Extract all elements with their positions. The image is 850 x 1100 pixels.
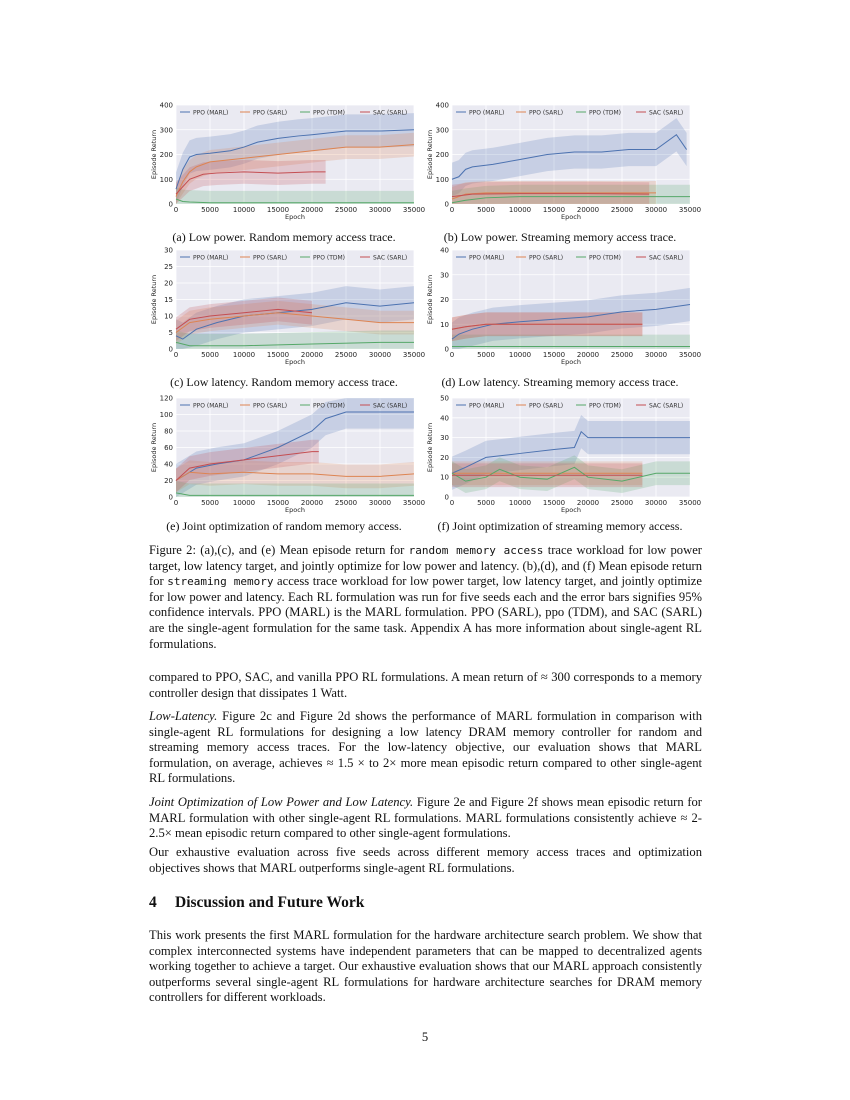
y-tick-label: 0 [444,345,449,354]
y-tick-label: 50 [440,394,449,403]
x-tick-label: 15000 [266,351,290,359]
legend-entry: SAC (SARL) [373,109,408,117]
x-tick-label: 25000 [610,206,634,214]
y-tick-label: 0 [168,200,173,209]
chart-d [422,245,702,370]
x-tick-label: 5000 [201,206,219,214]
x-tick-label: 15000 [542,499,566,507]
legend-entry: SAC (SARL) [649,254,684,262]
x-axis-label: Epoch [561,358,581,366]
x-tick-label: 30000 [644,206,668,214]
y-axis-label: Episode Return [150,422,158,473]
y-tick-label: 25 [164,263,173,271]
legend-entry: SAC (SARL) [649,109,684,117]
y-tick-label: 100 [159,175,173,184]
x-tick-label: 10000 [232,206,256,214]
chart-e [146,393,426,518]
y-tick-label: 100 [159,411,173,419]
x-tick-label: 25000 [610,499,634,507]
y-tick-label: 0 [168,493,173,502]
chart-b [422,100,702,225]
y-tick-label: 40 [440,246,449,255]
y-tick-label: 100 [435,175,449,184]
section-heading: 4 Discussion and Future Work [149,894,365,911]
x-tick-label: 0 [173,206,179,214]
x-axis-label: Epoch [285,506,305,514]
paragraph-joint-optimization: Joint Optimization of Low Power and Low Latency. Figure 2e and Figure 2f shows mean episodic return for MARL formulation with other single-agent RL formulations. MARL formulations consistently achieve ≈ 2-2.5× mean episodic return compared to other single-agent formulations. [149,795,703,841]
y-tick-label: 30 [164,246,173,255]
x-tick-label: 35000 [402,499,426,507]
chart-a [146,100,426,225]
legend-entry: PPO (SARL) [529,254,564,262]
legend-entry: SAC (SARL) [373,254,408,262]
y-axis-label: Episode Return [150,274,158,325]
x-tick-label: 5000 [201,351,219,359]
legend-entry: PPO (MARL) [193,402,229,410]
x-axis-label: Epoch [561,213,581,221]
x-tick-label: 5000 [477,206,495,214]
x-tick-label: 20000 [300,206,324,214]
legend-entry: PPO (SARL) [253,109,288,117]
y-tick-label: 0 [168,345,173,354]
x-tick-label: 30000 [368,499,392,507]
y-tick-label: 200 [435,151,449,159]
legend-entry: SAC (SARL) [373,402,408,410]
y-tick-label: 80 [164,427,173,436]
x-tick-label: 30000 [644,351,668,359]
x-tick-label: 0 [173,499,179,507]
x-tick-label: 10000 [508,351,532,359]
y-axis-label: Episode Return [426,274,434,325]
x-tick-label: 0 [173,351,179,359]
x-tick-label: 5000 [201,499,219,507]
x-tick-label: 35000 [678,351,702,359]
x-tick-label: 20000 [576,499,600,507]
x-tick-label: 15000 [542,206,566,214]
x-tick-label: 15000 [266,499,290,507]
subcaption-a: (a) Low power. Random memory access trace. [172,230,396,244]
x-tick-label: 0 [449,499,455,507]
y-axis-label: Episode Return [426,129,434,180]
y-axis-label: Episode Return [426,422,434,473]
x-tick-label: 10000 [232,499,256,507]
x-tick-label: 15000 [542,351,566,359]
x-tick-label: 25000 [334,206,358,214]
legend-entry: SAC (SARL) [649,402,684,410]
x-tick-label: 35000 [678,206,702,214]
x-axis-label: Epoch [285,358,305,366]
legend-entry: PPO (TDM) [589,402,622,410]
paragraph-discussion: This work presents the first MARL formulation for the hardware architecture search problem. We show that complex interconnected systems have independent parameters that can be mapped to decentralized agents working together to achieve a target. Our exhaustive evaluation shows that our MARL approach consistently outperforms several single-agent RL formulations for hardware architecture searches for DRAM memory controllers for different workloads. [149,928,702,1005]
x-tick-label: 5000 [477,499,495,507]
x-tick-label: 20000 [576,351,600,359]
y-tick-label: 10 [440,320,449,329]
x-tick-label: 0 [449,206,455,214]
y-tick-label: 10 [164,312,173,321]
y-tick-label: 400 [435,101,449,110]
legend-entry: PPO (SARL) [253,254,288,262]
x-axis-label: Epoch [561,506,581,514]
x-tick-label: 35000 [678,499,702,507]
chart-c [146,245,426,370]
x-tick-label: 15000 [266,206,290,214]
x-tick-label: 5000 [477,351,495,359]
x-tick-label: 10000 [232,351,256,359]
subcaption-e: (e) Joint optimization of random memory access. [166,519,402,533]
legend-entry: PPO (TDM) [589,254,622,262]
legend-entry: PPO (MARL) [469,402,505,410]
x-tick-label: 10000 [508,206,532,214]
legend-entry: PPO (SARL) [529,109,564,117]
legend-entry: PPO (MARL) [469,254,505,262]
y-tick-label: 10 [440,473,449,482]
legend-entry: PPO (MARL) [469,109,505,117]
x-tick-label: 20000 [576,206,600,214]
y-tick-label: 15 [164,296,173,304]
y-tick-label: 20 [164,477,173,485]
paragraph-exhaustive-evaluation: Our exhaustive evaluation across five seeds across different memory access traces and optimization objectives shows that MARL outperforms single-agent RL formulations. [149,845,702,875]
paragraph-continuation: compared to PPO, SAC, and vanilla PPO RL formulations. A mean return of ≈ 300 corresponds to a memory controller design that dissipates 1 Watt. [149,670,702,700]
x-tick-label: 25000 [334,351,358,359]
y-tick-label: 300 [159,126,173,135]
x-tick-label: 10000 [508,499,532,507]
x-tick-label: 35000 [402,351,426,359]
y-tick-label: 20 [440,453,449,462]
x-axis-label: Epoch [285,213,305,221]
y-tick-label: 300 [435,126,449,135]
y-tick-label: 40 [164,460,173,469]
legend-entry: PPO (TDM) [313,109,346,117]
y-tick-label: 400 [159,101,173,110]
y-tick-label: 60 [164,444,173,452]
y-tick-label: 30 [440,271,449,280]
y-tick-label: 120 [159,394,173,403]
legend-entry: PPO (MARL) [193,109,229,117]
y-tick-label: 40 [440,414,449,423]
x-tick-label: 35000 [402,206,426,214]
x-tick-label: 20000 [300,499,324,507]
subcaption-c: (c) Low latency. Random memory access trace. [170,375,398,389]
x-tick-label: 25000 [334,499,358,507]
legend-entry: PPO (TDM) [313,254,346,262]
x-tick-label: 30000 [368,206,392,214]
legend-entry: PPO (TDM) [313,402,346,410]
y-tick-label: 5 [168,329,173,337]
subcaption-d: (d) Low latency. Streaming memory access trace. [441,375,679,389]
paragraph-low-latency: Low-Latency. Figure 2c and Figure 2d shows the performance of MARL formulation in comparison with single-agent RL formulations for designing a low latency DRAM memory controller for random and streaming memory access traces. For the low-latency objective, our evaluation shows that MARL formulation, on average, achieves ≈ 1.5 × to 2× more mean episodic return compared to other single-agent RL formulations. [149,709,702,786]
legend-entry: PPO (SARL) [529,402,564,410]
legend-entry: PPO (SARL) [253,402,288,410]
x-tick-label: 0 [449,351,455,359]
y-tick-label: 0 [444,200,449,209]
y-axis-label: Episode Return [150,129,158,180]
subcaption-f: (f) Joint optimization of streaming memory access. [437,519,683,533]
page-number: 5 [421,1030,429,1044]
subcaption-b: (b) Low power. Streaming memory access trace. [443,230,677,244]
x-tick-label: 25000 [610,351,634,359]
x-tick-label: 30000 [644,499,668,507]
y-tick-label: 20 [164,279,173,288]
y-tick-label: 30 [440,434,449,443]
legend-entry: PPO (TDM) [589,109,622,117]
y-tick-label: 200 [159,151,173,159]
x-tick-label: 30000 [368,351,392,359]
y-tick-label: 20 [440,296,449,304]
legend-entry: PPO (MARL) [193,254,229,262]
y-tick-label: 0 [444,493,449,502]
chart-f [422,393,702,518]
x-tick-label: 20000 [300,351,324,359]
figure-caption: Figure 2: (a),(c), and (e) Mean episode return for random memory access trace workload for low power target, low latency target, and jointly optimize for low power and latency. (b),(d), and (f) Mean episode return for streaming memory access trace workload for low power target, low latency target, and jointly optimize for low power and latency. Each RL formulation was run for five seeds each and the error bars signifies 95% confidence intervals. PPO (MARL) is the MARL formulation. PPO (SARL), ppo (TDM), and SAC (SARL) are the single-agent formulation for the same task. Appendix A has more information about single-agent RL formulations. [149,543,702,651]
